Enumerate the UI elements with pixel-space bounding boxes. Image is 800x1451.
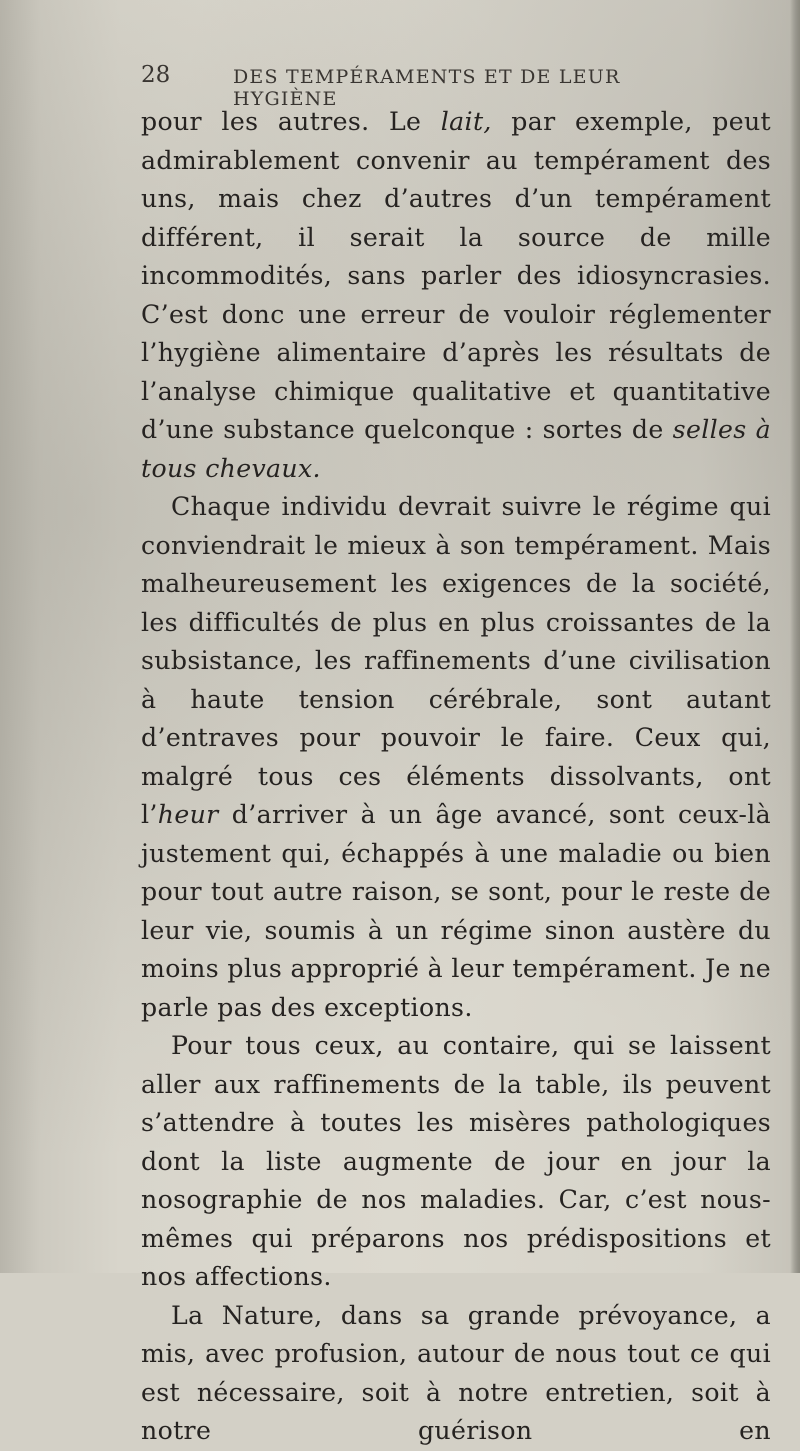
page-edge xyxy=(790,0,800,1273)
italic-run: selles à tous chevaux. xyxy=(141,415,771,483)
paragraph-4: La Nature, dans sa grande prévoyance, a mis, avec profusion, autour de nous tout ce qui est nécessaire, soit à notre entretien, soit à notre guérison en xyxy=(141,1300,771,1445)
italic-run: lait, xyxy=(440,107,492,136)
paragraph-3: Pour tous ceux, au contaire, qui se laissent aller aux raffinements de la table, ils peuvent s’attendre à toutes les misères pathologiques dont la liste augmente de jour en jour la nosographie de nos maladies. Car, c’est nous-mêmes qui préparons nos prédispositions et nos affections. xyxy=(141,1031,771,1291)
running-title: DES TEMPÉRAMENTS ET DE LEUR HYGIÈNE xyxy=(233,66,621,110)
text-run: pour les autres. Le xyxy=(141,107,441,136)
body-text xyxy=(141,103,771,1451)
italic-run: heur xyxy=(157,800,219,829)
text-run: par exemple, peut admirablement convenir au tempérament des uns, mais chez d’autres d’un tempérament différent, il serait la source de mille incommodités, sans parler des idiosyncrasies. C’est donc une erreur de vouloir réglementer l’hygiène alimentaire d’après les résultats de l’analyse chimique qualitative et quantitative d’une substance quelconque : sortes de xyxy=(141,107,771,444)
text-run: Chaque individu devrait suivre le régime qui conviendrait le mieux à son tempérament. Mais malheureusement les exigences de la société, les difficultés de plus en plus croissantes de la subsistance, les raffinements d’une civilisation à haute tension cérébrale, sont autant d’entraves pour pouvoir le faire. Ceux qui, malgré tous ces éléments dissolvants, ont l’ xyxy=(141,492,771,829)
text-run: d’arriver à un âge avancé, sont ceux-là justement qui, échappés à une maladie ou bien pour tout autre raison, se sont, pour le reste de leur vie, soumis à un régime sinon austère du moins plus approprié à leur tempérament. Je ne parle pas des exceptions. xyxy=(141,800,771,1022)
paragraph-2 xyxy=(141,488,771,1027)
page-header xyxy=(141,62,701,110)
page-number: 28 xyxy=(141,62,171,88)
paragraph-1 xyxy=(141,103,771,488)
